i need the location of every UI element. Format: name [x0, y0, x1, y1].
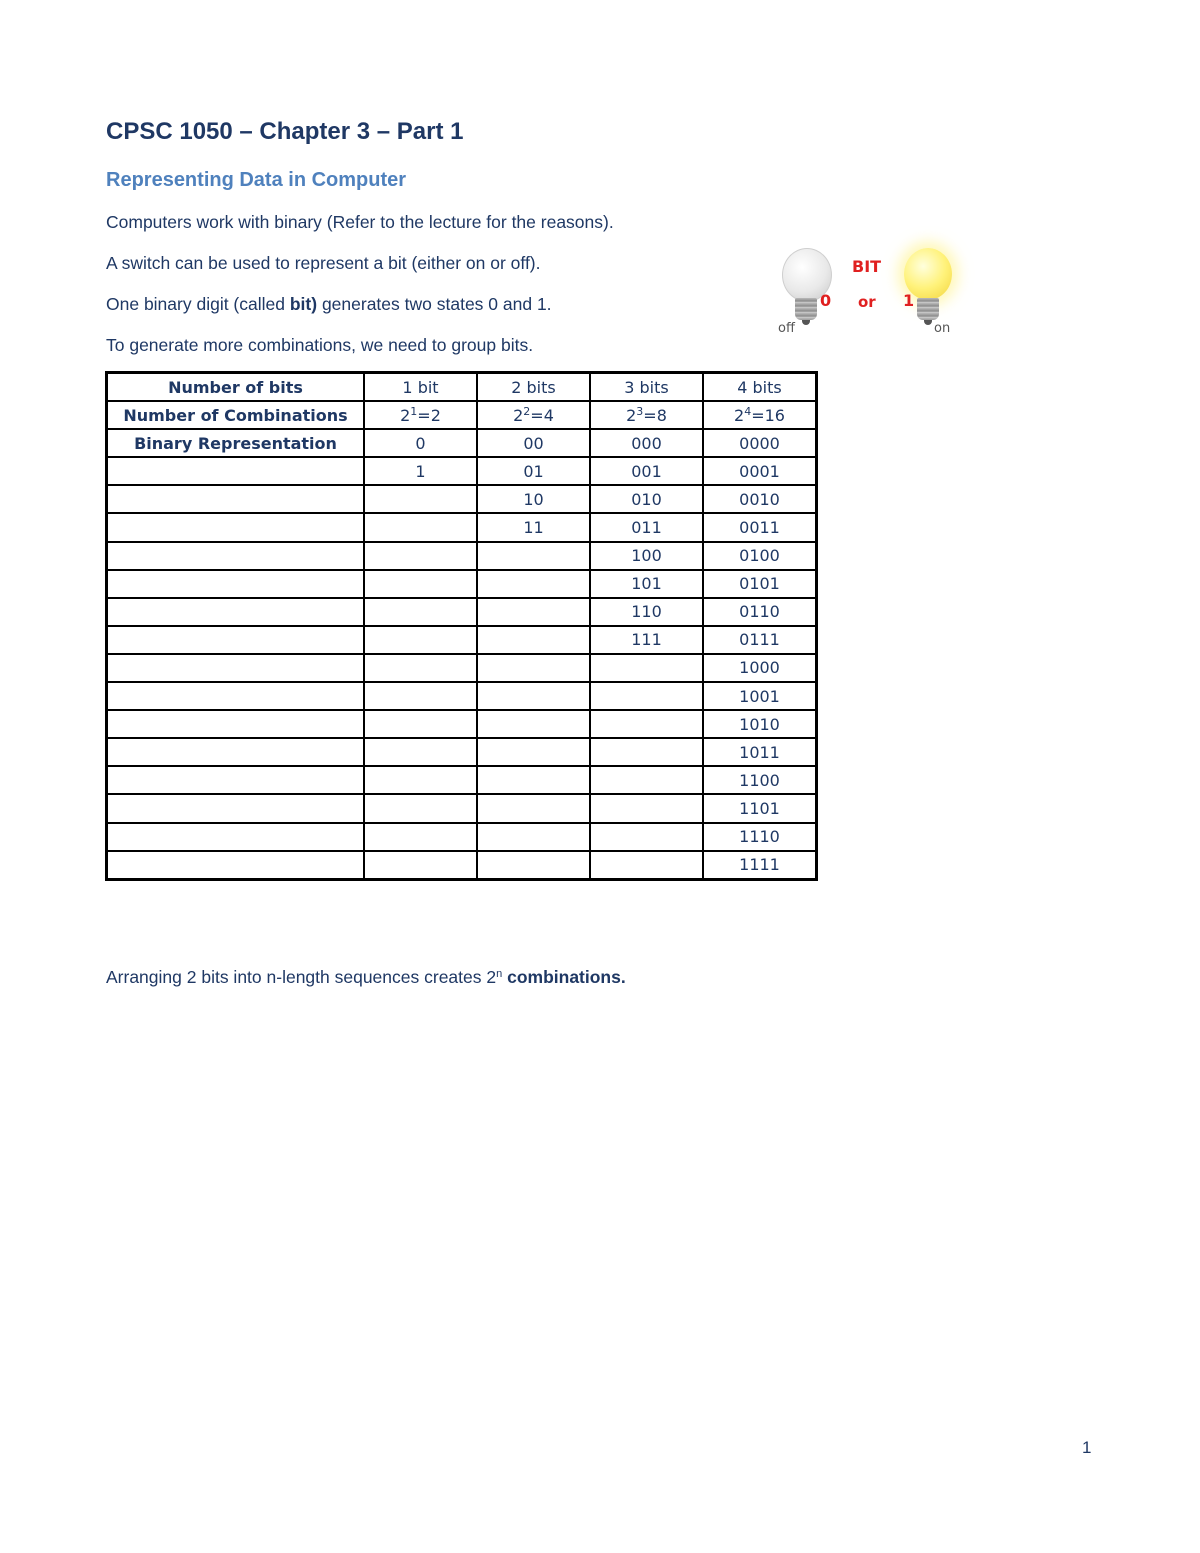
binary-cell	[477, 766, 590, 794]
row-label-empty	[107, 457, 365, 485]
binary-cell: 1111	[703, 851, 817, 880]
binary-cell	[364, 710, 477, 738]
binary-cell	[364, 626, 477, 654]
binary-cell: 0010	[703, 485, 817, 513]
paragraph-bit-bold: bit)	[289, 294, 318, 314]
on-label: on	[934, 321, 951, 336]
page-number: 1	[1082, 1438, 1092, 1457]
binary-cell: 111	[590, 626, 703, 654]
combination-base: 2	[513, 405, 524, 425]
binary-cell	[477, 654, 590, 682]
binary-cell	[477, 738, 590, 766]
binary-cell	[364, 542, 477, 570]
row-label-empty	[107, 682, 365, 710]
combination-cell	[364, 401, 477, 429]
binary-cell: 0	[364, 429, 477, 457]
binary-cell: 1010	[703, 710, 817, 738]
binary-cell: 110	[590, 598, 703, 626]
binary-cell	[477, 542, 590, 570]
table-row	[107, 542, 817, 570]
row-label-empty	[107, 626, 365, 654]
combination-exponent: 4	[744, 404, 752, 418]
page-title: CPSC 1050 – Chapter 3 – Part 1	[106, 118, 464, 145]
binary-cell	[477, 626, 590, 654]
table-row	[107, 429, 817, 457]
bulb-on-tip	[924, 320, 932, 325]
combination-base: 2	[400, 405, 411, 425]
row-label-empty	[107, 513, 365, 541]
paragraph-group-bits: To generate more combinations, we need to group bits.	[106, 335, 534, 355]
table-row	[107, 710, 817, 738]
combination-base: 2	[626, 405, 637, 425]
binary-cell	[477, 598, 590, 626]
binary-cell	[364, 851, 477, 880]
row-label-empty	[107, 766, 365, 794]
table-row-combinations	[107, 401, 817, 429]
binary-cell: 10	[477, 485, 590, 513]
table-row	[107, 626, 817, 654]
table-row	[107, 598, 817, 626]
binary-cell: 11	[477, 513, 590, 541]
combination-exponent: 1	[410, 404, 418, 418]
binary-cell: 000	[590, 429, 703, 457]
binary-cell: 0100	[703, 542, 817, 570]
binary-cell: 101	[590, 570, 703, 598]
paragraph-bit-text-after: generates two states 0 and 1.	[317, 294, 552, 314]
binary-cell	[590, 794, 703, 822]
paragraph-bit-text-before: One binary digit (called	[106, 294, 290, 314]
binary-cell	[364, 823, 477, 851]
combination-cell	[477, 401, 590, 429]
binary-cell	[364, 766, 477, 794]
binary-cell: 1000	[703, 654, 817, 682]
binary-cell	[477, 794, 590, 822]
row-label-empty	[107, 738, 365, 766]
table-row	[107, 823, 817, 851]
paragraph-bit-definition	[106, 294, 552, 315]
table-row	[107, 766, 817, 794]
row-label-empty	[107, 542, 365, 570]
row-label-empty	[107, 654, 365, 682]
table-row	[107, 738, 817, 766]
combination-result: =2	[417, 405, 441, 425]
zero-label: 0	[820, 291, 832, 310]
binary-cell	[477, 682, 590, 710]
closing-text-before: Arranging 2 bits into n-length sequences creates 2	[106, 967, 497, 987]
binary-cell: 01	[477, 457, 590, 485]
binary-cell: 1011	[703, 738, 817, 766]
combination-base: 2	[734, 405, 745, 425]
binary-cell	[364, 654, 477, 682]
binary-cell	[590, 682, 703, 710]
binary-cell: 00	[477, 429, 590, 457]
binary-cell	[590, 766, 703, 794]
binary-cell: 1	[364, 457, 477, 485]
binary-cell: 1101	[703, 794, 817, 822]
binary-cell: 010	[590, 485, 703, 513]
bits-header-cell: 1 bit	[364, 373, 477, 402]
binary-cell	[590, 654, 703, 682]
bulb-on-base	[917, 298, 939, 320]
binary-cell: 0111	[703, 626, 817, 654]
binary-cell	[590, 710, 703, 738]
binary-cell: 001	[590, 457, 703, 485]
binary-cell: 0001	[703, 457, 817, 485]
row-label-bits: Number of bits	[107, 373, 365, 402]
binary-cell	[364, 598, 477, 626]
combination-result: =16	[751, 405, 785, 425]
row-label-empty	[107, 710, 365, 738]
combination-exponent: 2	[523, 404, 531, 418]
bulb-off-base	[795, 298, 817, 320]
off-label: off	[778, 321, 795, 336]
closing-text-after: combinations.	[502, 967, 626, 987]
row-label-empty	[107, 485, 365, 513]
table-row	[107, 485, 817, 513]
or-label: or	[858, 293, 876, 311]
binary-cell	[364, 682, 477, 710]
binary-cell: 1100	[703, 766, 817, 794]
bit-label: BIT	[852, 257, 882, 276]
closing-exponent: n	[496, 968, 503, 980]
table-row	[107, 851, 817, 880]
row-label-binary: Binary Representation	[107, 429, 365, 457]
table-row	[107, 570, 817, 598]
binary-cell	[477, 710, 590, 738]
closing-statement	[106, 967, 626, 988]
combination-result: =4	[530, 405, 554, 425]
binary-cell: 1110	[703, 823, 817, 851]
row-label-empty	[107, 823, 365, 851]
binary-cell	[590, 851, 703, 880]
row-label-empty	[107, 851, 365, 880]
binary-cell: 0000	[703, 429, 817, 457]
table-row	[107, 457, 817, 485]
combination-exponent: 3	[636, 404, 644, 418]
binary-cell: 0110	[703, 598, 817, 626]
binary-cell	[477, 823, 590, 851]
table-row	[107, 654, 817, 682]
bits-header-cell: 4 bits	[703, 373, 817, 402]
row-label-empty	[107, 598, 365, 626]
binary-cell	[364, 485, 477, 513]
binary-combinations-table	[105, 371, 818, 881]
table-row	[107, 794, 817, 822]
binary-cell: 0011	[703, 513, 817, 541]
paragraph-switch: A switch can be used to represent a bit (either on or off).	[106, 253, 541, 273]
binary-cell: 0101	[703, 570, 817, 598]
binary-cell	[364, 513, 477, 541]
combination-cell	[703, 401, 817, 429]
bulb-off-tip	[802, 320, 810, 325]
bits-header-cell: 2 bits	[477, 373, 590, 402]
table-row	[107, 513, 817, 541]
combination-result: =8	[643, 405, 667, 425]
one-label: 1	[903, 291, 915, 310]
binary-cell	[364, 794, 477, 822]
binary-cell: 100	[590, 542, 703, 570]
row-label-empty	[107, 570, 365, 598]
binary-cell	[477, 570, 590, 598]
binary-cell	[364, 570, 477, 598]
row-label-combinations: Number of Combinations	[107, 401, 365, 429]
table-row	[107, 682, 817, 710]
binary-cell: 1001	[703, 682, 817, 710]
binary-cell	[590, 738, 703, 766]
table-row-bits	[107, 373, 817, 402]
binary-cell	[590, 823, 703, 851]
section-heading: Representing Data in Computer	[106, 169, 407, 191]
bits-header-cell: 3 bits	[590, 373, 703, 402]
bit-bulb-illustration	[770, 240, 970, 340]
binary-cell	[477, 851, 590, 880]
paragraph-binary: Computers work with binary (Refer to the lecture for the reasons).	[106, 212, 614, 232]
row-label-empty	[107, 794, 365, 822]
binary-cell: 011	[590, 513, 703, 541]
combination-cell	[590, 401, 703, 429]
binary-cell	[364, 738, 477, 766]
